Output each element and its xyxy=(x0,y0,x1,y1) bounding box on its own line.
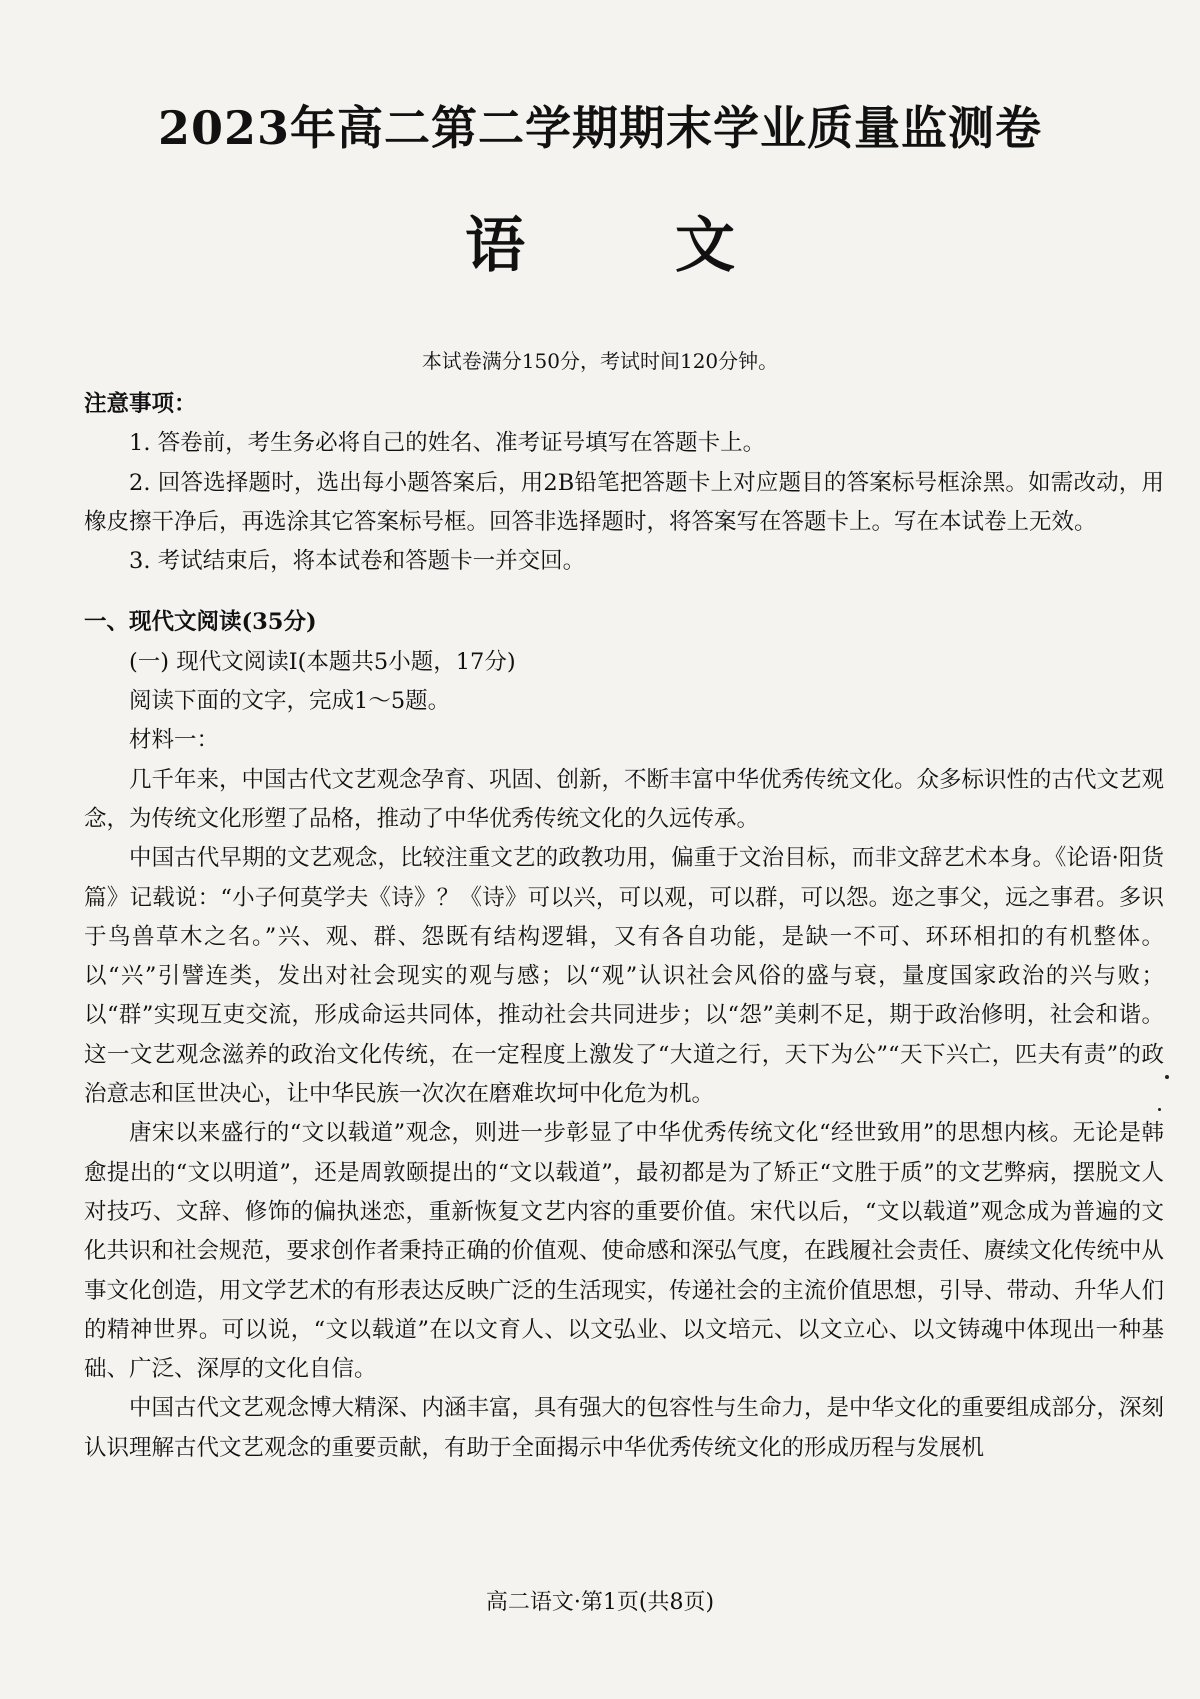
scan-speck xyxy=(1165,1075,1169,1079)
page-footer: 高二语文·第1页(共8页) xyxy=(485,1590,715,1615)
passage-paragraph: 中国古代早期的文艺观念，比较注重文艺的政教功用，偏重于文治目标，而非文辞艺术本身。《论语·阳货篇》记载说：“小子何莫学夫《诗》？《诗》可以兴，可以观，可以群，可以怨。迩之事父，远之事君。多识于鸟兽草木之名。”兴、观、群、怨既有结构逻辑，又有各自功能，是缺一不可、环环相扣的有机整体。以“兴”引譬连类，发出对社会现实的观与感；以“观”认识社会风俗的盛与衰，量度国家政治的兴与败；以“群”实现互吏交流，形成命运共同体，推动社会共同进步；以“怨”美刺不足，期于政治修明，社会和谐。这一文艺观念滋养的政治文化传统，在一定程度上激发了“大道之行，天下为公”“天下兴亡，匹夫有责”的政治意志和匡世决心，让中华民族一次次在磨难坎坷中化危为机。 xyxy=(84,845,1164,1108)
notice-item: 3. 考试结束后，将本试卷和答题卡一并交回。 xyxy=(129,548,586,575)
passage-paragraph: 中国古代文艺观念博大精深、内涵丰富，具有强大的包容性与生命力，是中华文化的重要组成部分，深刻认识理解古代文艺观念的重要贡献，有助于全面揭示中华优秀传统文化的形成历程与发展机 xyxy=(84,1395,1165,1461)
section-subtitle: (一) 现代文阅读Ⅰ(本题共5小题，17分) xyxy=(129,648,516,675)
section-title: 一、现代文阅读(35分) xyxy=(84,609,317,636)
exam-content xyxy=(84,385,1164,1468)
subject-title: 语文 xyxy=(465,211,885,281)
material-label: 材料一： xyxy=(129,727,220,754)
notice-item: 2. 回答选择题时，选出每小题答案后，用2B铅笔把答题卡上对应题目的答案标号框涂黑。如需改动，用橡皮擦干净后，再选涂其它答案标号框。回答非选择题时，将答案写在答题卡上。写在本试卷上无效。 xyxy=(84,469,1164,535)
exam-info: 本试卷满分150分，考试时间120分钟。 xyxy=(421,349,779,373)
notice-item: 1. 答卷前，考生务必将自己的姓名、准考证号填写在答题卡上。 xyxy=(129,430,766,457)
notice-title: 注意事项： xyxy=(84,391,197,417)
exam-title: 2023年高二第二学期期末学业质量监测卷 xyxy=(157,101,1043,155)
section-instruction: 阅读下面的文字，完成1～5题。 xyxy=(129,688,451,715)
passage-paragraph: 几千年来，中国古代文艺观念孕育、巩固、创新，不断丰富中华优秀传统文化。众多标识性的古代文艺观念，为传统文化形塑了品格，推动了中华优秀传统文化的久远传承。 xyxy=(84,766,1165,832)
scan-speck xyxy=(1158,1108,1161,1111)
passage-paragraph: 唐宋以来盛行的“文以载道”观念，则进一步彰显了中华优秀传统文化“经世致用”的思想内核。无论是韩愈提出的“文以明道”，还是周敦颐提出的“文以载道”，最初都是为了矫正“文胜于质”的文艺弊病，摆脱文人对技巧、文辞、修饰的偏执迷恋，重新恢复文艺内容的重要价值。宋代以后，“文以载道”观念成为普遍的文化共识和社会规范，要求创作者秉持正确的价值观、使命感和深弘气度，在践履社会责任、赓续文化传统中从事文化创造，用文学艺术的有形表达反映广泛的生活现实，传递社会的主流价值思想，引导、带动、升华人们的精神世界。可以说，“文以载道”在以文育人、以文弘业、以文培元、以文立心、以文铸魂中体现出一种基础、广泛、深厚的文化自信。 xyxy=(84,1120,1165,1383)
